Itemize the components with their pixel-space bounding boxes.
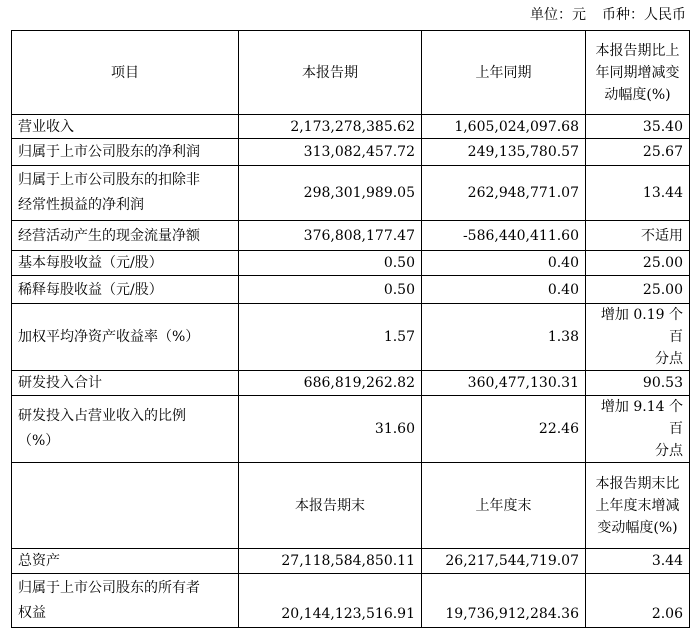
table-header-row	[12, 31, 690, 115]
header-item: 项目	[12, 31, 239, 115]
row-prior-value: 1,605,024,097.68	[422, 115, 586, 139]
row-label: 基本每股收益（元/股）	[12, 251, 239, 276]
row-current-value: 27,118,584,850.11	[239, 549, 422, 574]
header2-change-pct: 本报告期末比 上年度末增减 变动幅度(%)	[586, 463, 690, 549]
row-label: 研发投入合计	[12, 371, 239, 396]
row-change-value: 35.40	[586, 115, 690, 139]
table-row	[12, 549, 690, 574]
row-prior-value: 19,736,912,284.36	[422, 574, 586, 628]
row-change-value: 13.44	[586, 166, 690, 221]
row-current-value: 0.50	[239, 251, 422, 276]
row-prior-value: 26,217,544,719.07	[422, 549, 586, 574]
row-label: 加权平均净资产收益率（%）	[12, 304, 239, 371]
row-prior-value: 22.46	[422, 396, 586, 463]
row-current-value: 376,808,177.47	[239, 221, 422, 251]
row-current-value: 31.60	[239, 396, 422, 463]
table-row	[12, 139, 690, 166]
financial-summary-table	[11, 30, 690, 628]
row-change-value: 25.00	[586, 251, 690, 276]
row-prior-value: 249,135,780.57	[422, 139, 586, 166]
row-prior-value: 1.38	[422, 304, 586, 371]
table-row	[12, 304, 690, 371]
header-current-period: 本报告期	[239, 31, 422, 115]
row-prior-value: -586,440,411.60	[422, 221, 586, 251]
row-change-value: 3.44	[586, 549, 690, 574]
table-row	[12, 574, 690, 628]
table-row	[12, 251, 690, 276]
table-row	[12, 371, 690, 396]
table-row	[12, 221, 690, 251]
table-row	[12, 276, 690, 304]
row-label: 总资产	[12, 549, 239, 574]
row-change-value: 25.00	[586, 276, 690, 304]
row-label: 归属于上市公司股东的扣除非 经常性损益的净利润	[12, 166, 239, 221]
header2-current-period-end: 本报告期末	[239, 463, 422, 549]
row-current-value: 20,144,123,516.91	[239, 574, 422, 628]
row-change-value: 增加 9.14 个百 分点	[586, 396, 690, 463]
row-label: 稀释每股收益（元/股）	[12, 276, 239, 304]
row-prior-value: 360,477,130.31	[422, 371, 586, 396]
header-change-pct: 本报告期比上 年同期增减变 动幅度(%)	[586, 31, 690, 115]
table-row	[12, 115, 690, 139]
row-prior-value: 0.40	[422, 251, 586, 276]
row-change-value: 25.67	[586, 139, 690, 166]
table-row	[12, 166, 690, 221]
row-current-value: 298,301,989.05	[239, 166, 422, 221]
unit-label: 单位：元	[530, 7, 586, 23]
table-row	[12, 396, 690, 463]
row-change-value: 增加 0.19 个百 分点	[586, 304, 690, 371]
row-current-value: 1.57	[239, 304, 422, 371]
row-change-value: 2.06	[586, 574, 690, 628]
currency-label: 币种：人民币	[602, 7, 686, 23]
table-header-row-2	[12, 463, 690, 549]
row-current-value: 0.50	[239, 276, 422, 304]
header-prior-period: 上年同期	[422, 31, 586, 115]
row-prior-value: 262,948,771.07	[422, 166, 586, 221]
row-label: 营业收入	[12, 115, 239, 139]
row-label: 归属于上市公司股东的所有者 权益	[12, 574, 239, 628]
unit-currency-line	[530, 6, 686, 24]
row-label: 经营活动产生的现金流量净额	[12, 221, 239, 251]
row-change-value: 90.53	[586, 371, 690, 396]
row-current-value: 313,082,457.72	[239, 139, 422, 166]
row-change-value: 不适用	[586, 221, 690, 251]
row-label: 归属于上市公司股东的净利润	[12, 139, 239, 166]
header2-empty	[12, 463, 239, 549]
row-current-value: 2,173,278,385.62	[239, 115, 422, 139]
row-current-value: 686,819,262.82	[239, 371, 422, 396]
row-label: 研发投入占营业收入的比例 （%）	[12, 396, 239, 463]
header2-prior-year-end: 上年度末	[422, 463, 586, 549]
row-prior-value: 0.40	[422, 276, 586, 304]
